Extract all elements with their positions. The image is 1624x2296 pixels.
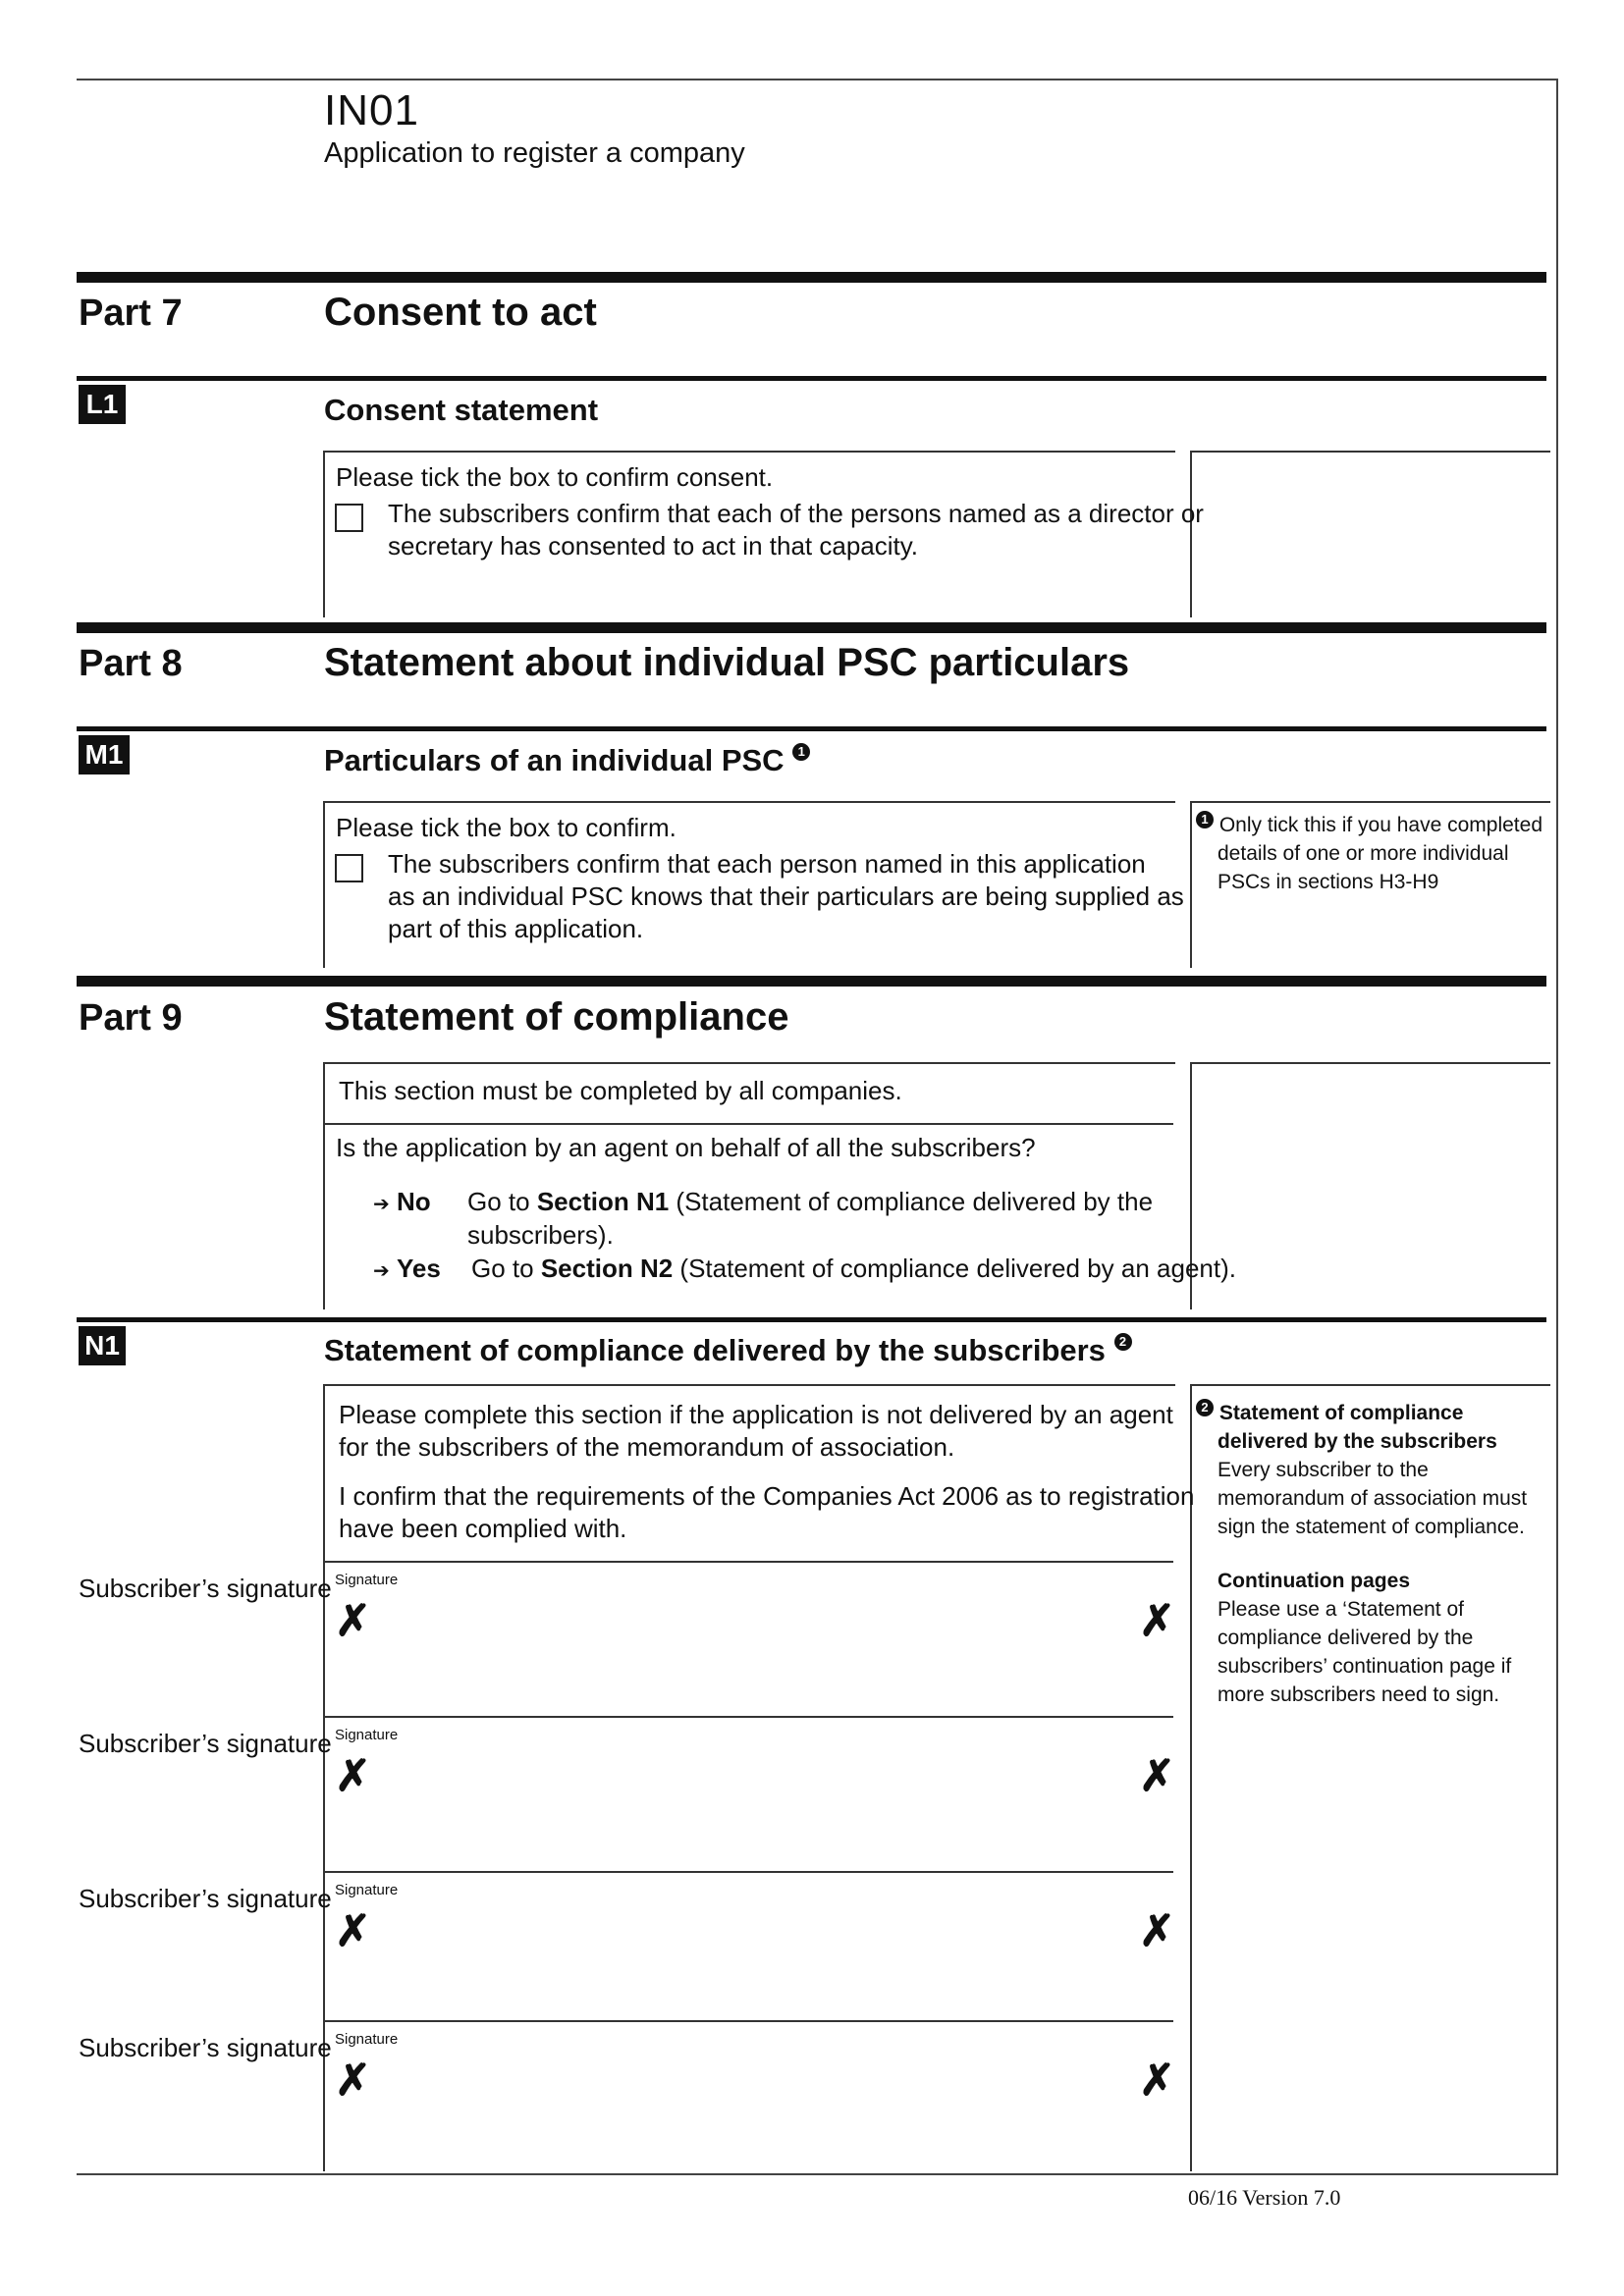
n1-side-body-1: Every subscriber to the — [1218, 1459, 1429, 1481]
page-frame-right — [1556, 79, 1558, 2175]
arrow-right-icon: ➔ — [373, 1194, 390, 1215]
sig-x-icon-right-4: ✗ — [1139, 2056, 1175, 2105]
part9-divider — [323, 1123, 1173, 1125]
n1-para2-1: I confirm that the requirements of the Companies Act 2006 as to registration — [339, 1481, 1195, 1511]
n1-rule — [77, 1317, 1546, 1322]
note-2-side-icon: 2 — [1196, 1399, 1214, 1416]
sig-x-icon-left-1: ✗ — [335, 1597, 371, 1645]
l1-checkbox-text-2: secretary has consented to act in that capacity. — [388, 531, 919, 561]
part9-title: Statement of compliance — [324, 995, 789, 1039]
sig-label-3: Subscriber’s signature — [79, 1884, 332, 1913]
l1-title: Consent statement — [324, 393, 599, 427]
part9-number: Part 9 — [79, 997, 183, 1039]
part7-rule — [77, 272, 1546, 283]
sig-x-icon-right-2: ✗ — [1139, 1752, 1175, 1800]
l1-instruction: Please tick the box to confirm consent. — [336, 462, 774, 492]
sig-x-icon-left-3: ✗ — [335, 1907, 371, 1955]
m1-side-note-3: PSCs in sections H3-H9 — [1218, 871, 1439, 893]
n1-side-title-2: delivered by the subscribers — [1218, 1430, 1497, 1453]
m1-side-note — [1196, 811, 1543, 839]
part7-number: Part 7 — [79, 293, 183, 334]
option-no-label: No — [397, 1187, 431, 1216]
m1-badge: M1 — [79, 735, 130, 774]
note-2-icon: 2 — [1114, 1333, 1132, 1351]
m1-instruction: Please tick the box to confirm. — [336, 813, 677, 842]
option-no-desc-2: subscribers). — [467, 1220, 614, 1250]
m1-checkbox-text-2: as an individual PSC knows that their particulars are being supplied as — [388, 881, 1184, 911]
version-footer: 06/16 Version 7.0 — [1188, 2185, 1341, 2210]
n1-side-body-2: memorandum of association must — [1218, 1487, 1528, 1510]
signature-field-4[interactable] — [325, 2022, 1171, 2169]
option-no-desc — [467, 1186, 1153, 1218]
signature-field-3[interactable] — [325, 1873, 1171, 2018]
option-yes-desc-1: (Statement of compliance delivered by an agent). — [673, 1254, 1236, 1283]
note-1-icon: 1 — [792, 743, 810, 761]
l1-side-box — [1190, 451, 1550, 617]
l1-badge: L1 — [79, 385, 126, 424]
option-no-desc-1: (Statement of compliance delivered by the — [669, 1187, 1154, 1216]
l1-rule — [77, 376, 1546, 381]
part9-side-box — [1190, 1062, 1550, 1309]
sig-x-icon-left-4: ✗ — [335, 2056, 371, 2105]
n1-cont-title: Continuation pages — [1218, 1570, 1410, 1592]
n1-side-title — [1196, 1399, 1463, 1427]
consent-checkbox[interactable] — [335, 504, 363, 532]
option-no-goto: Go to — [467, 1187, 537, 1216]
part9-question: Is the application by an agent on behalf of all the subscribers? — [336, 1133, 1036, 1162]
page-frame-top — [77, 79, 1557, 80]
n1-cont-3: subscribers’ continuation page if — [1218, 1655, 1512, 1678]
m1-checkbox-text-3: part of this application. — [388, 914, 644, 943]
signature-field-1[interactable] — [325, 1563, 1171, 1716]
form-title: Application to register a company — [324, 137, 745, 169]
n1-title-text: Statement of compliance delivered by the subscribers — [324, 1333, 1106, 1367]
arrow-right-icon: ➔ — [373, 1260, 390, 1282]
option-yes — [373, 1253, 441, 1288]
m1-rule — [77, 726, 1546, 731]
sig-field-label-1: Signature — [335, 1572, 399, 1588]
n1-cont-4: more subscribers need to sign. — [1218, 1683, 1500, 1706]
option-yes-goto: Go to — [471, 1254, 541, 1283]
option-no — [373, 1186, 431, 1221]
n1-para1-1: Please complete this section if the application is not delivered by an agent — [339, 1400, 1173, 1429]
m1-title-text: Particulars of an individual PSC — [324, 743, 785, 777]
sig-field-label-4: Signature — [335, 2031, 399, 2048]
m1-checkbox-text-1: The subscribers confirm that each person named in this application — [388, 849, 1146, 879]
sig-label-2: Subscriber’s signature — [79, 1729, 332, 1758]
psc-checkbox[interactable] — [335, 854, 363, 882]
page-frame-bottom — [77, 2173, 1557, 2175]
n1-para2-2: have been complied with. — [339, 1514, 627, 1543]
n1-title — [324, 1333, 1132, 1368]
form-code: IN01 — [324, 86, 419, 134]
sig-x-icon-left-2: ✗ — [335, 1752, 371, 1800]
m1-side-note-2: details of one or more individual — [1218, 842, 1509, 865]
part8-title: Statement about individual PSC particulars — [324, 641, 1130, 684]
part8-rule — [77, 622, 1546, 633]
part9-rule — [77, 976, 1546, 987]
option-yes-desc — [471, 1253, 1236, 1285]
n1-side-body-3: sign the statement of compliance. — [1218, 1516, 1525, 1538]
n1-side-title-1: Statement of compliance — [1218, 1402, 1464, 1424]
part9-intro: This section must be completed by all companies. — [339, 1076, 902, 1105]
sig-field-label-2: Signature — [335, 1727, 399, 1743]
option-yes-section: Section N2 — [540, 1254, 674, 1283]
sig-field-label-3: Signature — [335, 1882, 399, 1898]
sig-label-4: Subscriber’s signature — [79, 2033, 332, 2062]
sig-x-icon-right-1: ✗ — [1139, 1597, 1175, 1645]
n1-para1-2: for the subscribers of the memorandum of association. — [339, 1432, 955, 1462]
l1-checkbox-text-1: The subscribers confirm that each of the persons named as a director or — [388, 499, 1204, 528]
m1-title — [324, 743, 810, 778]
n1-cont-2: compliance delivered by the — [1218, 1627, 1474, 1649]
signature-field-2[interactable] — [325, 1718, 1171, 1869]
option-yes-label: Yes — [397, 1254, 441, 1283]
note-1-side-icon: 1 — [1196, 811, 1214, 828]
option-no-section: Section N1 — [536, 1187, 670, 1216]
sig-label-1: Subscriber’s signature — [79, 1574, 332, 1603]
part8-number: Part 8 — [79, 643, 183, 684]
n1-badge: N1 — [79, 1326, 126, 1365]
part7-title: Consent to act — [324, 291, 597, 334]
sig-x-icon-right-3: ✗ — [1139, 1907, 1175, 1955]
n1-cont-1: Please use a ‘Statement of — [1218, 1598, 1464, 1621]
m1-side-note-1: Only tick this if you have completed — [1218, 814, 1543, 836]
